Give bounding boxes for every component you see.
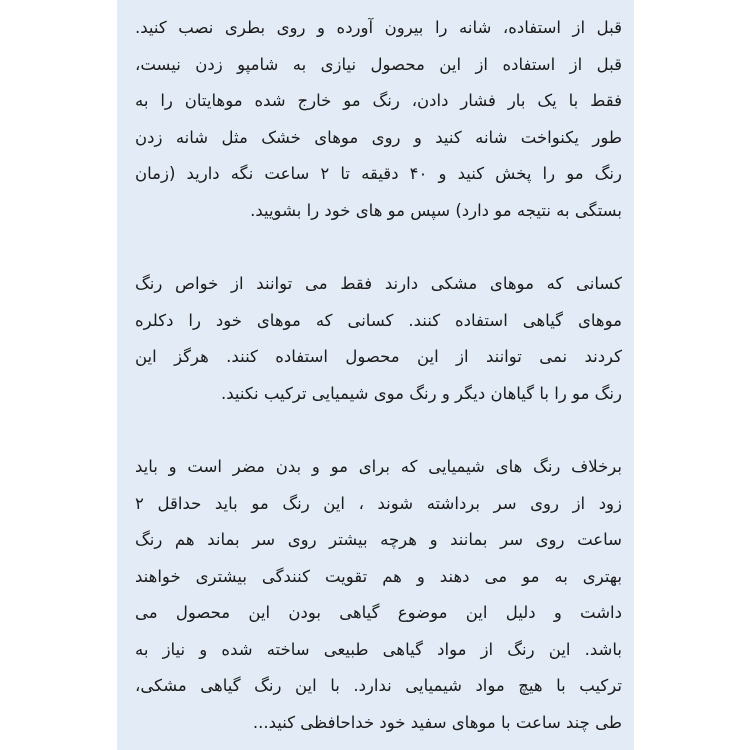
text-line: موهای گیاهی استفاده کنند. کسانی که موهای خود را دکلره [135,310,622,330]
text-line: رنگ مو را با گیاهان دیگر و رنگ موی شیمیایی ترکیب نکنید. [221,383,622,403]
paragraph-spacer [135,412,622,449]
benefits-paragraph [135,449,622,741]
text-line: قبل از استفاده، شانه را بیرون آورده و روی بطری نصب کنید. [135,18,622,37]
text-line: ترکیب با هیچ مواد شیمیایی ندارد. با این رنگ گیاهی مشکی، [135,676,622,695]
text-line: باشد. این رنگ از مواد گیاهی طبیعی ساخته شده و نیاز به [135,639,622,659]
warnings-paragraph [135,266,622,412]
text-line: کردند نمی توانند از این محصول استفاده کنند. هرگز این [135,347,622,366]
text-line: برخلاف رنگ های شیمیایی که برای مو و بدن مضر است و باید [135,457,622,476]
usage-instructions-paragraph [135,10,622,229]
text-line: طور یکنواخت شانه کنید و روی موهای خشک مثل شانه زدن [135,127,622,147]
text-line: کسانی که موهای مشکی دارند فقط می توانند از خواص رنگ [135,274,622,293]
text-line: بهتری به مو می دهند و هم تقویت کنندگی بیشتری خواهند [135,566,622,586]
text-line: داشت و دلیل این موضوع گیاهی بودن این محصول می [135,603,622,622]
text-line: قبل از استفاده از این محصول نیازی به شامپو زدن نیست، [135,54,622,74]
text-line: بستگی به نتیجه مو دارد) سپس مو های خود را بشویید. [250,200,622,220]
text-line: زود از روی سر برداشته شوند ، این رنگ مو باید حداقل ۲ [135,493,622,513]
text-line: رنگ مو را پخش کنید و ۴۰ دقیقه تا ۲ ساعت نگه دارید (زمان [135,164,622,183]
text-line: طی چند ساعت با موهای سفید خود خداحافظی کنید... [252,712,622,732]
text-line: فقط با یک بار فشار دادن، رنگ مو خارج شده موهایتان را به [135,91,622,110]
text-line: ساعت روی سر بمانند و هرچه بیشتر روی سر بماند هم رنگ [135,530,622,549]
paragraph-spacer [135,229,622,266]
product-description-card [117,0,634,750]
